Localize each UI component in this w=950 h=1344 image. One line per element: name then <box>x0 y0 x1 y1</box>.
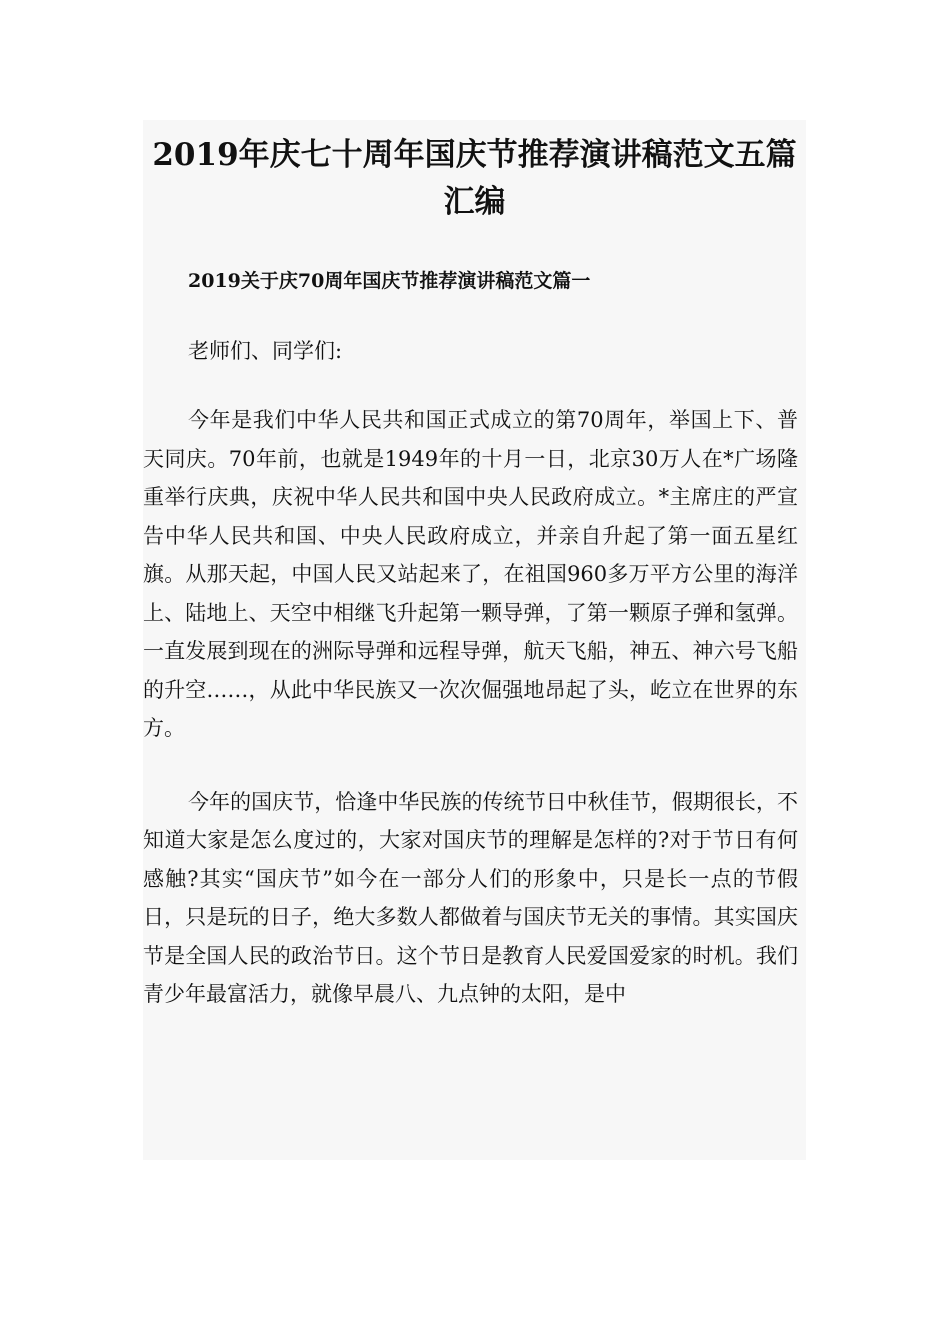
document-title: 2019年庆七十周年国庆节推荐演讲稿范文五篇汇编 <box>152 137 797 220</box>
salutation: 老师们、同学们: <box>188 339 343 363</box>
body-paragraph: 今年的国庆节，恰逢中华民族的传统节日中秋佳节，假期很长，不知道大家是怎么度过的，大家对国庆节的理解是怎样的?对于节日有何感触?其实“国庆节”如今在一部分人们的形象中，只是长一点的节假日，只是玩的日子，绝大多数人都做着与国庆节无关的事情。其实国庆节是全国人民的政治节日。这个节日是教育人民爱国爱家的时机。我们青少年最富活力，就像早晨八、九点钟的太阳，是中 <box>143 789 798 1006</box>
section-subtitle: 2019关于庆70周年国庆节推荐演讲稿范文篇一 <box>188 270 591 292</box>
document-page <box>143 120 806 1160</box>
body-paragraph: 今年是我们中华人民共和国正式成立的第70周年，举国上下、普天同庆。70年前，也就是1949年的十月一日，北京30万人在*广场隆重举行庆典，庆祝中华人民共和国中央人民政府成立。*主席庄的严宣告中华人民共和国、中央人民政府成立，并亲自升起了第一面五星红旗。从那天起，中国人民又站起来了，在祖国960多万平方公里的海洋上、陆地上、天空中相继飞升起第一颗导弹，了第一颗原子弹和氢弹。一直发展到现在的洲际导弹和远程导弹，航天飞船，神五、神六号飞船的升空……，从此中华民族又一次次倔强地昂起了头，屹立在世界的东方。 <box>143 408 798 740</box>
